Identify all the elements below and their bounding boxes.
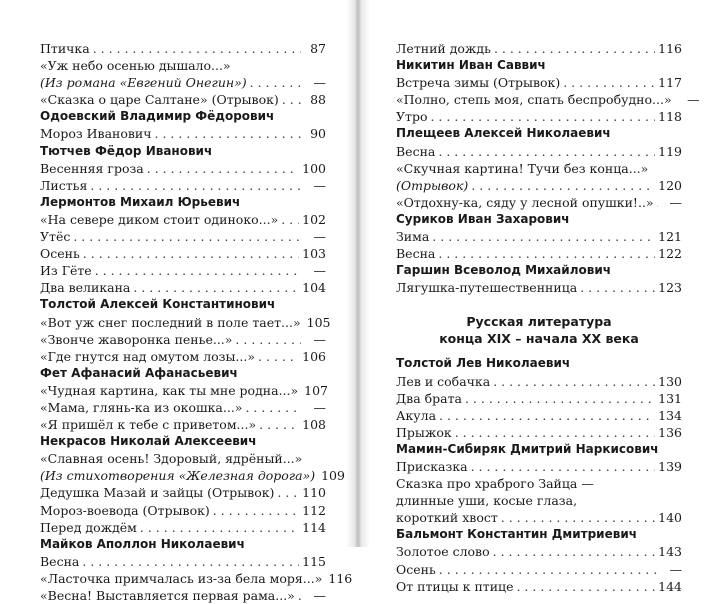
- entry-title: короткий хвост: [396, 509, 498, 526]
- toc-entry: [396, 543, 682, 560]
- toc-entry: [40, 331, 326, 348]
- toc-entry: [396, 91, 682, 108]
- toc-author: [40, 433, 326, 450]
- toc-entry: [396, 40, 682, 57]
- toc-entry: [40, 399, 326, 416]
- toc-entry: [40, 57, 326, 74]
- page-number: 87: [304, 40, 326, 57]
- toc-entry: [40, 467, 326, 484]
- toc-author: [40, 536, 326, 553]
- page-number: 100: [302, 160, 326, 177]
- entry-title: «Полно, степь моя, спать беспробудно...»: [396, 91, 672, 108]
- toc-author: [40, 143, 326, 160]
- toc-entry: [40, 228, 326, 245]
- entry-title: (Отрывок): [396, 177, 468, 194]
- leader-dots: [259, 416, 299, 433]
- entry-title: «Чудная картина, как ты мне родна...»: [40, 382, 298, 399]
- entry-title: длинные уши, косые глаза,: [396, 492, 577, 509]
- leader-dots: [235, 331, 301, 348]
- page-number: —: [660, 561, 682, 578]
- leader-dots: [430, 108, 655, 125]
- right-page: [396, 40, 682, 595]
- page-number: 115: [302, 553, 326, 570]
- section-title-line1: Русская литература: [396, 313, 682, 330]
- leader-dots: [439, 561, 657, 578]
- page-number: 102: [302, 211, 326, 228]
- entry-title: Лягушка-путешественница: [396, 279, 577, 296]
- page-number: 136: [658, 424, 682, 441]
- section-heading: [396, 313, 682, 347]
- entry-title: Весенняя гроза: [40, 160, 144, 177]
- leader-dots: [455, 424, 655, 441]
- page-number: 140: [658, 509, 682, 526]
- toc-entry: [40, 587, 326, 604]
- page-number: 90: [304, 125, 326, 142]
- entry-title: Птичка: [40, 40, 90, 57]
- page-number: —: [660, 194, 682, 211]
- right-toc-list-top: [396, 40, 682, 296]
- page-number: 143: [658, 543, 682, 560]
- leader-dots: [494, 40, 655, 57]
- entry-title: Прыжок: [396, 424, 452, 441]
- toc-author: [396, 125, 682, 142]
- page-number: 107: [304, 382, 328, 399]
- leader-dots: [438, 143, 655, 160]
- author-name: Некрасов Николай Алексеевич: [40, 433, 256, 450]
- toc-author: [396, 211, 682, 228]
- entry-title: Присказка: [396, 458, 468, 475]
- toc-entry: [396, 509, 682, 526]
- entry-title: «Где гнутся над омутом лозы...»: [40, 348, 255, 365]
- author-name: Бальмонт Константин Дмитриевич: [396, 526, 637, 543]
- toc-author: [40, 365, 326, 382]
- leader-dots: [298, 587, 301, 604]
- page-number: 108: [302, 416, 326, 433]
- entry-title: Весна: [396, 245, 435, 262]
- toc-entry: [40, 553, 326, 570]
- toc-author: [396, 355, 682, 372]
- author-name: Толстой Алексей Константинович: [40, 296, 275, 313]
- entry-title: «Ласточка примчалась из-за бела моря...»: [40, 570, 322, 587]
- entry-title: Лев и собачка: [396, 373, 490, 390]
- toc-author: [40, 194, 326, 211]
- entry-title: Утёс: [40, 228, 70, 245]
- entry-title: «Я пришёл к тебе с приветом...»: [40, 416, 256, 433]
- page-number: 118: [658, 108, 682, 125]
- toc-entry: [40, 279, 326, 296]
- leader-dots: [563, 74, 655, 91]
- author-name: Одоевский Владимир Фёдорович: [40, 108, 274, 125]
- page-number: —: [304, 262, 326, 279]
- toc-entry: [396, 194, 682, 211]
- leader-dots: [133, 279, 299, 296]
- toc-entry: [396, 373, 682, 390]
- leader-dots: [95, 262, 301, 279]
- toc-entry: [40, 74, 326, 91]
- toc-entry: [396, 475, 682, 492]
- page-number: 119: [658, 143, 682, 160]
- page-number: 122: [658, 245, 682, 262]
- page-number: 110: [302, 484, 326, 501]
- leader-dots: [282, 91, 301, 108]
- entry-title: От птицы к птице: [396, 578, 513, 595]
- entry-title: Зима: [396, 228, 429, 245]
- leader-dots: [140, 519, 299, 536]
- entry-title: Листья: [40, 177, 87, 194]
- leader-dots: [465, 390, 655, 407]
- toc-entry: [40, 416, 326, 433]
- right-toc-list-bottom: [396, 355, 682, 594]
- author-name: Никитин Иван Саввич: [396, 57, 546, 74]
- toc-entry: [396, 407, 682, 424]
- entry-title: Мороз-воевода (Отрывок): [40, 502, 210, 519]
- page-number: 104: [302, 279, 326, 296]
- toc-entry: [40, 314, 326, 331]
- leader-dots: [73, 228, 301, 245]
- book-gutter: [346, 0, 370, 547]
- left-toc-list: [40, 40, 326, 604]
- entry-title: «Славная осень! Здоровый, ядрёный...»: [40, 450, 302, 467]
- entry-title: Два брата: [396, 390, 462, 407]
- page-number: 109: [321, 467, 345, 484]
- author-name: Плещеев Алексей Николаевич: [396, 125, 611, 142]
- entry-title: «Вот уж снег последний в поле тает...»: [40, 314, 301, 331]
- leader-dots: [501, 509, 655, 526]
- toc-entry: [396, 561, 682, 578]
- entry-title: «Сказка о царе Салтане» (Отрывок): [40, 91, 279, 108]
- entry-title: «Весна! Выставляется первая рама...»: [40, 587, 295, 604]
- toc-entry: [396, 160, 682, 177]
- toc-author: [396, 441, 682, 458]
- page-number: 116: [658, 40, 682, 57]
- toc-entry: [40, 245, 326, 262]
- entry-title: Два великана: [40, 279, 130, 296]
- entry-title: «Уж небо осенью дышало...»: [40, 57, 231, 74]
- leader-dots: [281, 211, 299, 228]
- entry-title: Осень: [396, 561, 436, 578]
- toc-entry: [396, 108, 682, 125]
- toc-entry: [396, 492, 682, 509]
- toc-entry: [396, 74, 682, 91]
- author-name: Майков Аполлон Николаевич: [40, 536, 245, 553]
- leader-dots: [258, 348, 299, 365]
- toc-author: [396, 262, 682, 279]
- page-number: 105: [307, 314, 331, 331]
- page-number: 123: [658, 279, 682, 296]
- entry-title: «Отдохну-ка, сяду у лесной опушки!..»: [396, 194, 654, 211]
- entry-title: Из Гёте: [40, 262, 92, 279]
- toc-entry: [40, 502, 326, 519]
- leader-dots: [471, 177, 655, 194]
- toc-entry: [396, 177, 682, 194]
- entry-title: «Скучная картина! Тучи без конца...»: [396, 160, 648, 177]
- entry-title: Дедушка Мазай и зайцы (Отрывок): [40, 484, 274, 501]
- author-name: Гаршин Всеволод Михайлович: [396, 262, 611, 279]
- toc-author: [396, 526, 682, 543]
- page-number: —: [304, 587, 326, 604]
- page-number: —: [678, 91, 700, 108]
- entry-title: «Мама, глянь-ка из окошка...»: [40, 399, 242, 416]
- toc-entry: [396, 424, 682, 441]
- page-number: 131: [658, 390, 682, 407]
- leader-dots: [147, 160, 299, 177]
- leader-dots: [93, 40, 301, 57]
- author-name: Толстой Лев Николаевич: [396, 355, 570, 372]
- author-name: Фет Афанасий Афанасьевич: [40, 365, 238, 382]
- toc-author: [396, 57, 682, 74]
- leader-dots: [493, 543, 656, 560]
- page-number: 112: [302, 502, 326, 519]
- leader-dots: [245, 399, 301, 416]
- entry-title: Встреча зимы (Отрывок): [396, 74, 560, 91]
- page-number: —: [304, 331, 326, 348]
- toc-entry: [40, 125, 326, 142]
- page-number: 134: [658, 407, 682, 424]
- page-number: 121: [658, 228, 682, 245]
- leader-dots: [432, 228, 655, 245]
- page-number: 114: [302, 519, 326, 536]
- toc-entry: [40, 91, 326, 108]
- entry-title: «На севере диком стоит одиноко...»: [40, 211, 278, 228]
- page-number: 103: [302, 245, 326, 262]
- page-number: 139: [658, 458, 682, 475]
- entry-title: «Звонче жаворонка пенье...»: [40, 331, 232, 348]
- leader-dots: [213, 502, 299, 519]
- entry-title: Сказка про храброго Зайца —: [396, 475, 594, 492]
- leader-dots: [516, 578, 655, 595]
- left-page: [40, 40, 326, 604]
- toc-entry: [40, 382, 326, 399]
- toc-entry: [40, 450, 326, 467]
- toc-entry: [40, 348, 326, 365]
- section-title-line2: конца XIX – начала XX века: [396, 330, 682, 347]
- toc-entry: [40, 519, 326, 536]
- toc-entry: [40, 177, 326, 194]
- toc-entry: [40, 160, 326, 177]
- entry-title: Мороз Иванович: [40, 125, 152, 142]
- page-number: 120: [658, 177, 682, 194]
- leader-dots: [580, 279, 655, 296]
- author-name: Лермонтов Михаил Юрьевич: [40, 194, 240, 211]
- entry-title: Перед дождём: [40, 519, 137, 536]
- leader-dots: [277, 484, 299, 501]
- page-number: 117: [658, 74, 682, 91]
- entry-title: (Из стихотворения «Железная дорога»): [40, 467, 315, 484]
- toc-entry: [40, 484, 326, 501]
- toc-entry: [396, 279, 682, 296]
- leader-dots: [438, 245, 655, 262]
- author-name: Тютчев Фёдор Иванович: [40, 143, 212, 160]
- leader-dots: [90, 177, 301, 194]
- toc-entry: [396, 245, 682, 262]
- page-number: 144: [658, 578, 682, 595]
- leader-dots: [155, 125, 301, 142]
- author-name: Мамин-Сибиряк Дмитрий Наркисович: [396, 441, 658, 458]
- entry-title: Акула: [396, 407, 436, 424]
- entry-title: Весна: [396, 143, 435, 160]
- entry-title: Летний дождь: [396, 40, 491, 57]
- toc-entry: [40, 262, 326, 279]
- toc-entry: [396, 578, 682, 595]
- entry-title: Утро: [396, 108, 427, 125]
- page-number: —: [304, 228, 326, 245]
- leader-dots: [439, 407, 655, 424]
- leader-dots: [82, 553, 299, 570]
- leader-dots: [83, 245, 299, 262]
- page-number: 130: [658, 373, 682, 390]
- toc-entry: [396, 228, 682, 245]
- page-number: 116: [328, 570, 352, 587]
- toc-entry: [396, 458, 682, 475]
- page-number: —: [304, 177, 326, 194]
- page-number: —: [304, 399, 326, 416]
- toc-entry: [40, 211, 326, 228]
- page-number: 106: [302, 348, 326, 365]
- entry-title: Весна: [40, 553, 79, 570]
- entry-title: (Из романа «Евгений Онегин»): [40, 74, 247, 91]
- toc-entry: [40, 570, 326, 587]
- entry-title: Золотое слово: [396, 543, 490, 560]
- page-number: —: [304, 74, 326, 91]
- toc-author: [40, 108, 326, 125]
- toc-entry: [40, 40, 326, 57]
- entry-title: Осень: [40, 245, 80, 262]
- leader-dots: [471, 458, 656, 475]
- leader-dots: [250, 74, 301, 91]
- leader-dots: [493, 373, 655, 390]
- toc-author: [40, 296, 326, 313]
- toc-entry: [396, 390, 682, 407]
- page-number: 88: [304, 91, 326, 108]
- toc-entry: [396, 143, 682, 160]
- author-name: Суриков Иван Захарович: [396, 211, 570, 228]
